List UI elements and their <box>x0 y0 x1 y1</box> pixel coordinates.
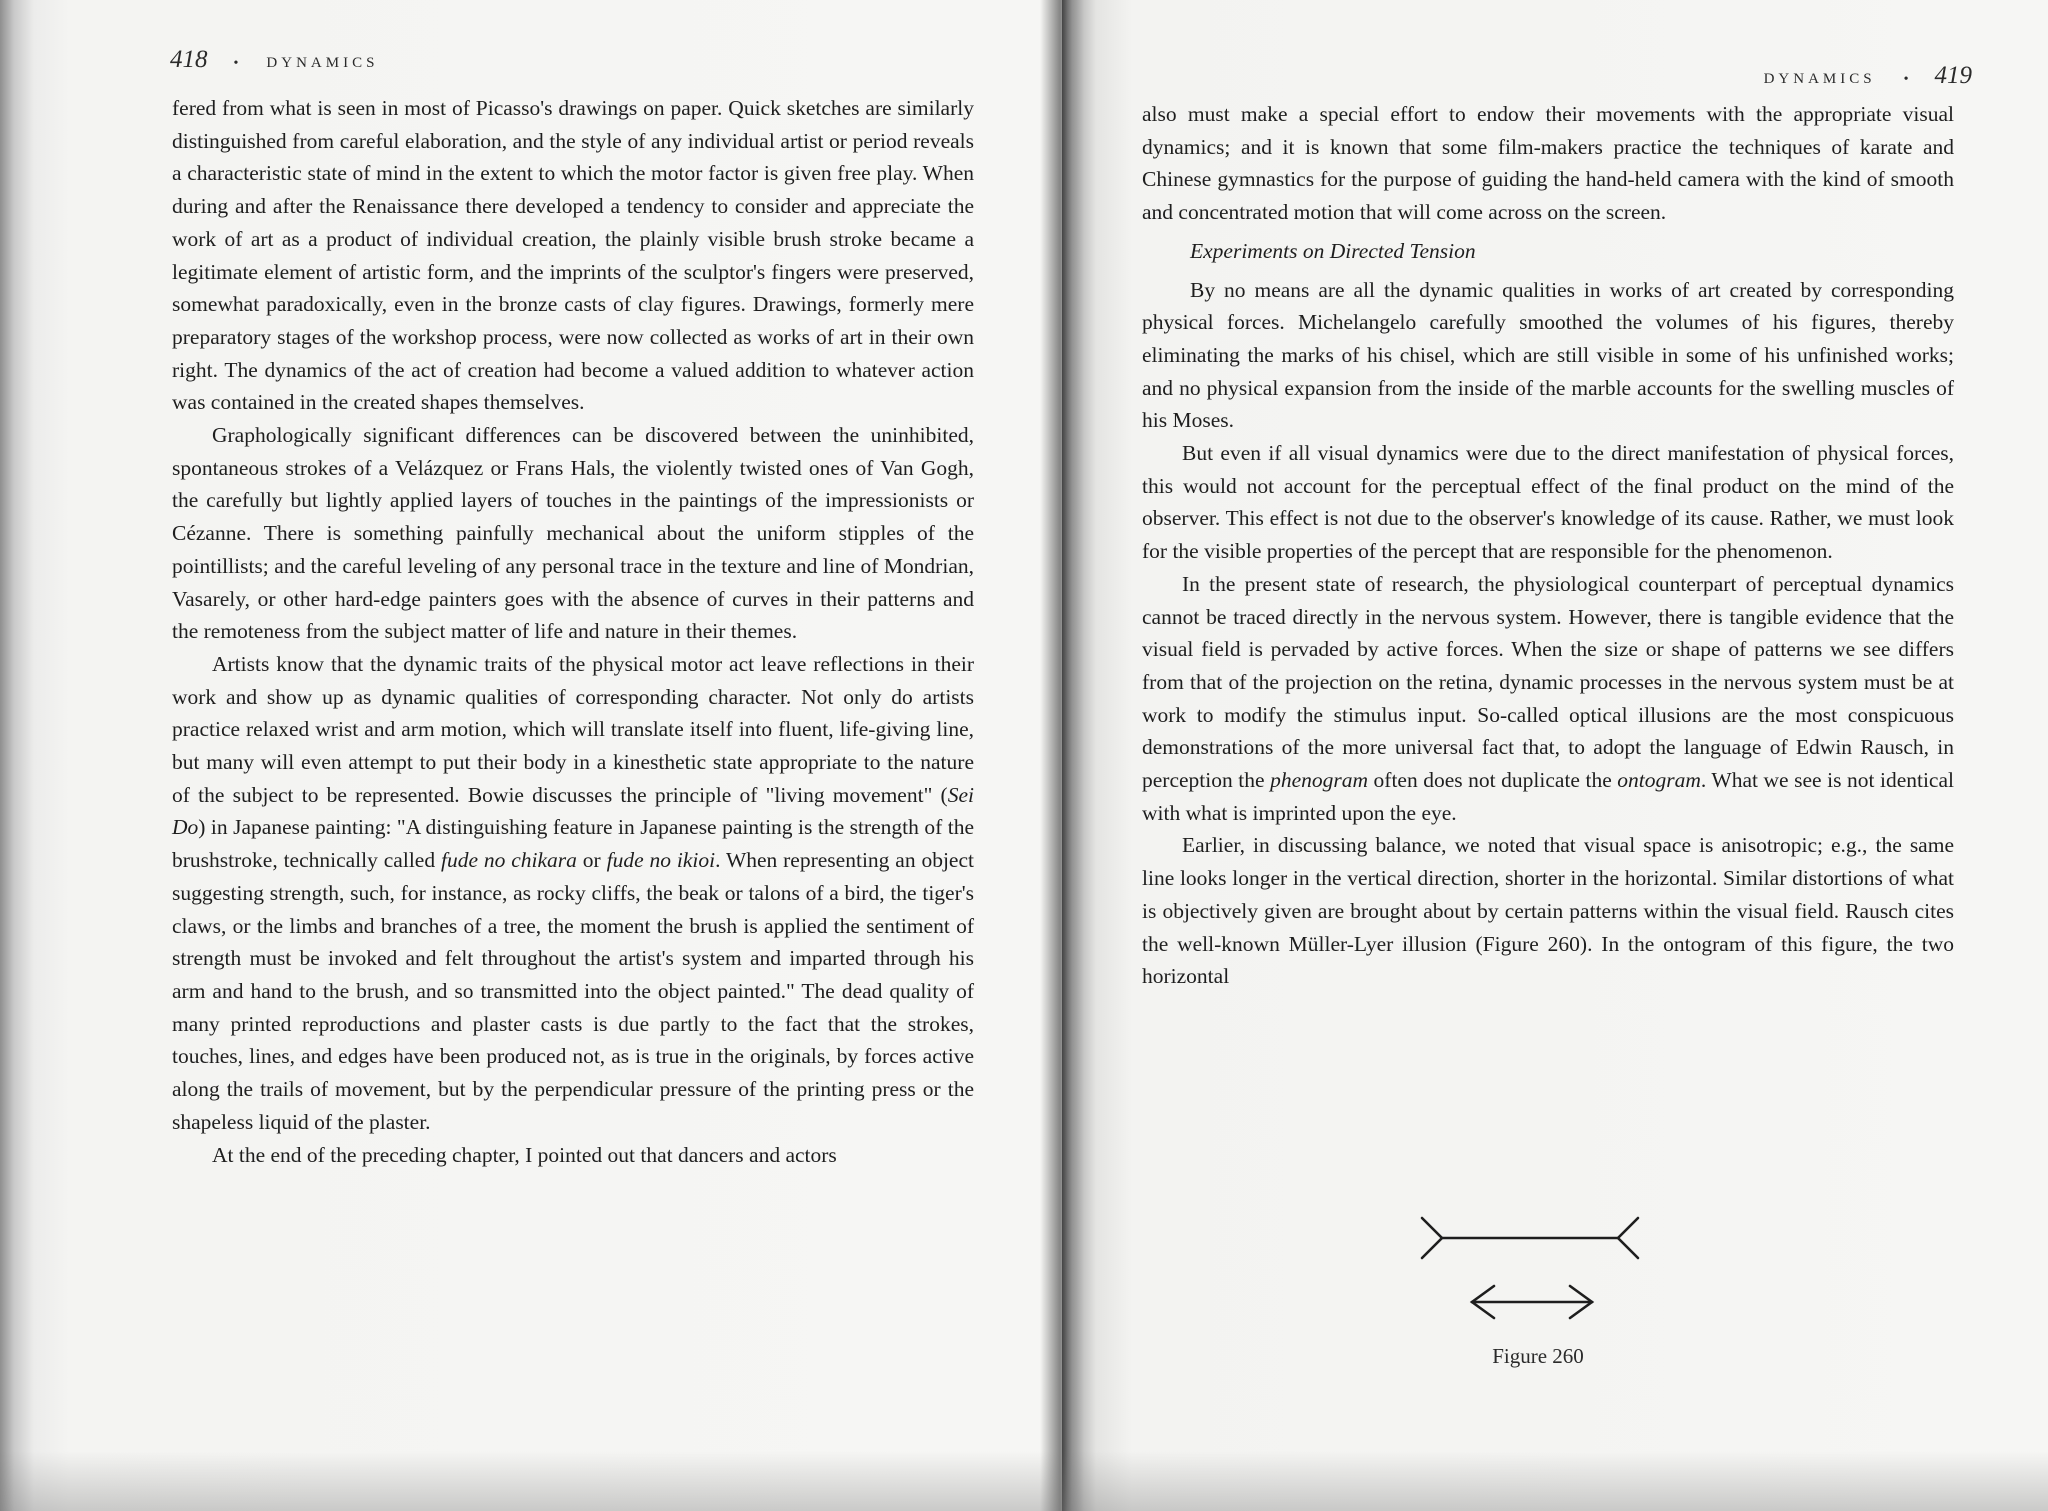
right-running-head <box>1764 62 1972 90</box>
paragraph: Graphologically significant differences can be discovered between the uninhibited, spontaneous strokes of a Velázquez or Frans Hals, the violently twisted ones of Van Gogh, the carefully but lightly applied layers of touches in the paintings of the impressionists or Cézanne. There is something painfully mechanical about the uniform stipples of the pointillists; and the careful leveling of any personal trace in the texture and line of Mondrian, Vasarely, or other hard-edge painters goes with the absence of curves in their patterns and the remoteness from the subject matter of life and nature in their themes. <box>172 423 974 644</box>
text-run: . What we see is not identical with what is imprinted upon the eye. <box>1142 768 1954 825</box>
right-running-title: DYNAMICS <box>1763 71 1876 87</box>
bullet-separator: • <box>1903 72 1909 87</box>
paragraph: But even if all visual dynamics were due to the direct manifestation of physical forces, this would not account for the perceptual effect of the final product on the mind of the observer. This effect is not due to the observer's knowledge of its cause. Rather, we must look for the visible properties of the percept that are responsible for the phenomenon. <box>1142 441 1954 564</box>
text-run: ) in Japanese painting: "A distinguishing feature in Japanese painting is the strength of the brushstroke, technically called <box>172 815 974 873</box>
figure-caption: Figure 260 <box>1492 1344 1584 1368</box>
paragraph <box>172 648 974 1139</box>
italic-term: phenogram <box>1270 768 1368 793</box>
left-running-title: DYNAMICS <box>266 55 379 71</box>
italic-term: fude no chikara <box>440 848 577 873</box>
paragraph: By no means are all the dynamic qualities in works of art created by corresponding physical forces. Michelangelo carefully smoothed the volumes of his figures, thereby eliminating the marks of his chisel, which are still visible in some of his unfinished works; and no physical expansion from the inside of the marble accounts for the swelling muscles of his Moses. <box>1142 277 1954 433</box>
right-body-text <box>1142 98 1954 993</box>
section-heading: Experiments on Directed Tension <box>1190 238 1476 263</box>
left-running-head <box>170 46 378 74</box>
muller-lyer-illusion-drawing <box>1420 1188 1660 1338</box>
bullet-separator: • <box>233 56 239 71</box>
text-run: often does not duplicate the <box>1368 768 1618 793</box>
text-run: In the present state of research, the physiological counterpart of perceptual dynamics cannot be traced directly in the nervous system. However, there is tangible evidence that the visual field is pervaded by active forces. When the size or shape of patterns we see differs from that of the projection on the retina, dynamic processes in the nervous system must be at work to modify the stimulus input. So-called optical illusions are the most conspicuous demonstrations of the more universal fact that, to adopt the language of Edwin Rausch, in perception the <box>1142 571 1954 793</box>
paragraph: also must make a special effort to endow their movements with the appropriate visual dynamics; and it is known that some film-makers practice the techniques of karate and Chinese gymnastics for the purpose of guiding the hand-held camera with the kind of smooth and concentrated motion that will come across on the screen. <box>1142 102 1954 225</box>
paragraph: fered from what is seen in most of Picasso's drawings on paper. Quick sketches are similarly distinguished from careful elaboration, and the style of any individual artist or period reveals a characteristic state of mind in the extent to which the motor factor is given free play. When during and after the Renaissance there developed a tendency to consider and appreciate the work of art as a product of individual creation, the plainly visible brush stroke became a legitimate element of artistic form, and the imprints of the sculptor's fingers were preserved, somewhat paradoxically, even in the bronze casts of clay figures. Drawings, formerly mere preparatory stages of the workshop process, were now collected as works of art in their own right. The dynamics of the act of creation had become a valued addition to whatever action was contained in the created shapes themselves. <box>172 96 974 415</box>
italic-term: fude no ikioi <box>606 848 716 873</box>
left-page-number: 418 <box>170 46 208 73</box>
paragraph: Earlier, in discussing balance, we noted that visual space is anisotropic; e.g., the same line looks longer in the vertical direction, shorter in the horizontal. Similar distortions of what is objectively given are brought about by certain patterns within the visual field. Rausch cites the well-known Müller-Lyer illusion (Figure 260). In the ontogram of this figure, the two horizontal <box>1142 833 1954 989</box>
italic-term: ontogram <box>1617 768 1701 793</box>
book-gutter-shadow <box>1040 0 1084 1511</box>
upper-right-fins <box>1618 1218 1638 1258</box>
italic-term: Sei Do <box>172 782 974 840</box>
left-body-text <box>172 92 974 1171</box>
paragraph: At the end of the preceding chapter, I pointed out that dancers and actors <box>212 1142 837 1167</box>
upper-left-fins <box>1422 1218 1442 1258</box>
text-run: or <box>576 848 607 873</box>
text-run: Artists know that the dynamic traits of the physical motor act leave reflections in their work and show up as dynamic qualities of corresponding character. Not only do artists practice relaxed wrist and arm motion, which will translate itself into fluent, life-giving line, but many will even attempt to put their body in a kinesthetic state appropriate to the nature of the subject to be represented. Bowie discusses the principle of "living movement" ( <box>172 651 974 807</box>
bottom-edge-shadow <box>0 1451 2048 1511</box>
paragraph <box>1142 568 1954 830</box>
right-page-number: 419 <box>1934 62 1972 89</box>
text-run: . When representing an object suggesting strength, such, for instance, as rocky cliffs, the beak or talons of a bird, the tiger's claws, or the limbs and branches of a tree, the moment the brush is applied the sentiment of strength must be invoked and felt throughout the artist's system and imparted through his arm and hand to the brush, and so transmitted into the object painted." The dead quality of many printed reproductions and plaster casts is due partly to the fact that the strokes, touches, lines, and edges have been produced not, as is true in the originals, by forces active along the trails of movement, but by the perpendicular pressure of the printing press or the shapeless liquid of the plaster. <box>172 848 974 1134</box>
